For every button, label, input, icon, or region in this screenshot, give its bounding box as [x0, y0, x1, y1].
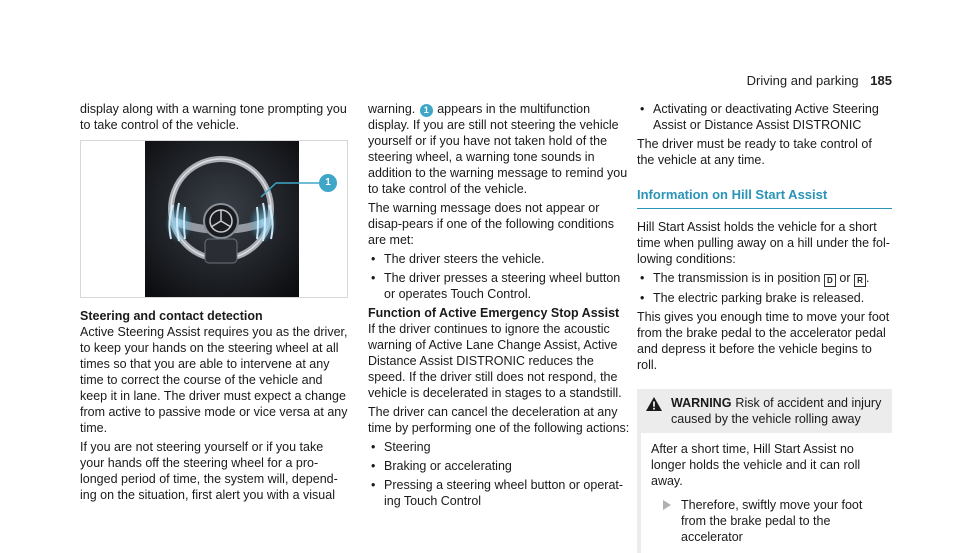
hand-left-icon	[165, 203, 193, 243]
list-item: • The driver steers the vehicle.	[368, 251, 630, 267]
cancel-actions-list-continued	[637, 101, 892, 133]
conditions-list	[368, 251, 630, 302]
warning-triangle-icon	[645, 396, 663, 412]
paragraph-warning-display	[368, 101, 630, 197]
warning-header	[637, 389, 892, 433]
section-title-hill-start: Information on Hill Start Assist	[637, 171, 892, 209]
callout-1-icon: 1	[420, 104, 433, 117]
warning-label: WARNING	[671, 396, 732, 410]
steering-wheel-figure	[80, 140, 348, 298]
column-1	[80, 101, 350, 506]
warning-header-text	[671, 395, 886, 427]
hand-right-icon	[249, 203, 277, 243]
gear-d-icon: D	[824, 274, 836, 287]
paragraph-hill-start: Hill Start Assist holds the vehicle for a short time when pulling away on a hill under the fol-lowing conditions:	[637, 220, 890, 266]
warning-body-text: After a short time, Hill Start Assist no longer holds the vehicle and it can roll away.	[651, 442, 861, 488]
cancel-actions-list	[368, 439, 630, 509]
column-3	[637, 101, 892, 553]
warning-body	[639, 433, 892, 553]
warning-risk: Risk of accident and injury caused by the vehicle rolling away	[671, 396, 882, 426]
paragraph-move-foot: This gives you enough time to move your foot from the brake pedal to the accelerator pedal and depress it before the vehicle begins to roll.	[637, 310, 890, 372]
page-number: 185	[870, 73, 892, 88]
list-item: • Activating or deactivating Active Steering Assist or Distance Assist DISTRONIC	[637, 101, 892, 133]
gear-r-icon: R	[854, 274, 866, 287]
warning-step	[651, 497, 884, 545]
paragraph-steering-assist: Active Steering Assist requires you as the driver, to keep your hands on the steering wheel at all times so that you are able to intervene at any time to correct the course of the vehicle and keep it in lane. The driver must expect a change from active to passive mode or vice versa at any time.	[80, 325, 348, 435]
column-2	[368, 101, 630, 512]
list-item: • Braking or accelerating	[368, 458, 630, 474]
warning-text-b: appears in the multifunction display. If you are still not steering the vehicle yourself or if you have not taken hold of the steering wheel, a warning tone sounds in addition to the warning message to remind you to take control of the vehicle.	[368, 102, 628, 196]
paragraph-conditions: The warning message does not appear or disap-pears if one of the following conditions are met:	[368, 201, 614, 247]
list-item: • The transmission is in position D or R .	[637, 270, 892, 287]
intro-text: display along with a warning tone prompting you to take control of the vehicle.	[80, 102, 347, 132]
warning-text-a: warning.	[368, 102, 416, 116]
list-item: • Pressing a steering wheel button or operat-ing Touch Control	[368, 477, 630, 509]
heading-emergency-stop: Function of Active Emergency Stop Assist	[368, 306, 620, 320]
paragraph-hands-off: If you are not steering yourself or if you take your hands off the steering wheel for a pro-longed period of time, the system will, depend-ing on the situation, first alert you with a visual	[80, 440, 338, 502]
figure-callout-1: 1	[325, 177, 331, 188]
list-item: • The driver presses a steering wheel button or operates Touch Control.	[368, 270, 630, 302]
hill-start-conditions-list	[637, 270, 892, 306]
paragraph-emergency-stop: If the driver continues to ignore the acoustic warning of Active Lane Change Assist, Active Distance Assist DISTRONIC reduces the speed. If the driver still does not respond, the vehicle is decelerated in stages to a standstill.	[368, 322, 622, 400]
steering-wheel-illustration	[81, 141, 347, 297]
condition-text: The transmission is in position	[653, 271, 821, 285]
paragraph-driver-ready: The driver must be ready to take control of the vehicle at any time.	[637, 137, 872, 167]
header-section: Driving and parking	[746, 73, 859, 88]
list-item: • The electric parking brake is released.	[637, 290, 892, 306]
paragraph-cancel: The driver can cancel the deceleration at any time by performing one of the following actions:	[368, 405, 630, 435]
or-text: or	[839, 271, 851, 285]
warning-box	[637, 389, 892, 553]
heading-steering-contact: Steering and contact detection	[80, 309, 263, 323]
list-item: • Steering	[368, 439, 630, 455]
running-header	[747, 73, 892, 89]
warning-step-text: Therefore, swiftly move your foot from the brake pedal to the accelerator	[681, 498, 863, 544]
step-arrow-icon	[661, 499, 673, 511]
